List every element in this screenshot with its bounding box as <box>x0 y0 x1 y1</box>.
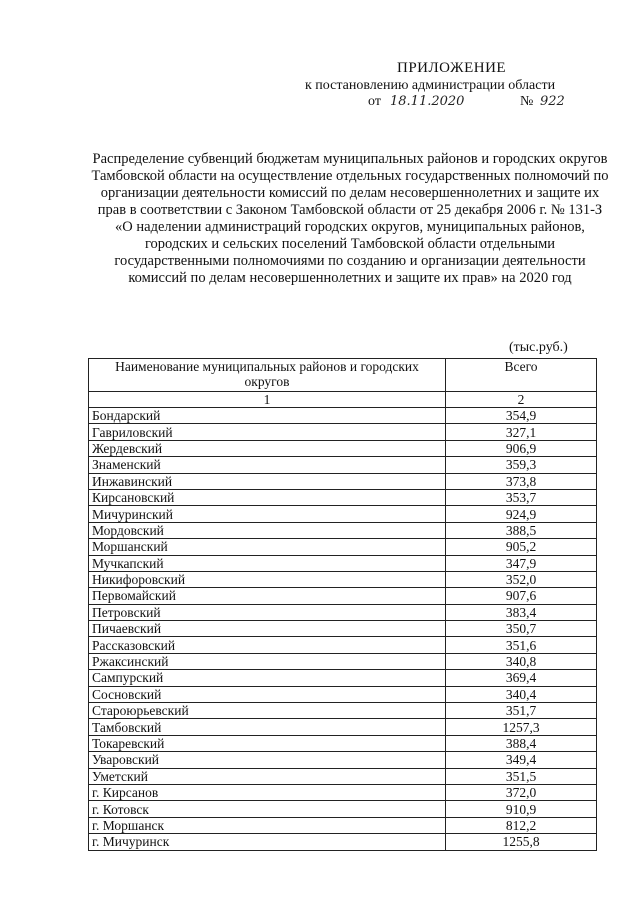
table-row <box>89 604 597 620</box>
total-value-cell: 906,9 <box>446 440 597 456</box>
column-number-2: 2 <box>446 392 597 408</box>
total-value-cell: 388,5 <box>446 522 597 538</box>
district-name-cell: Уваровский <box>89 752 446 768</box>
total-value-cell: 372,0 <box>446 784 597 800</box>
district-name-cell: Петровский <box>89 604 446 620</box>
district-name-cell: Знаменский <box>89 457 446 473</box>
district-name-cell: Моршанский <box>89 539 446 555</box>
total-value-cell: 327,1 <box>446 424 597 440</box>
district-name-cell: Тамбовский <box>89 719 446 735</box>
district-name-cell: г. Моршанск <box>89 817 446 833</box>
total-value-cell: 388,4 <box>446 735 597 751</box>
district-name-cell: Сампурский <box>89 670 446 686</box>
table-row <box>89 703 597 719</box>
total-value-cell: 1255,8 <box>446 834 597 850</box>
district-name-cell: Первомайский <box>89 588 446 604</box>
total-value-cell: 359,3 <box>446 457 597 473</box>
document-intro-text: Распределение субвенций бюджетам муниципальных районов и городских округов Тамбовской области на осуществление отдельных государственных полномочий по организации деятельности комиссий по делам несовершеннолетних и защите их прав в соответствии с Законом Тамбовской области от 25 декабря 2006 г. № 131-З «О наделении администраций городских округов, муниципальных районов, городских и сельских поселений Тамбовской области отдельными государственными полномочиями по созданию и организации деятельности комиссий по делам несовершеннолетних и защите их прав» на 2020 год <box>91 151 609 286</box>
total-value-cell: 352,0 <box>446 571 597 587</box>
table-row <box>89 506 597 522</box>
district-name-cell: г. Кирсанов <box>89 784 446 800</box>
table-row <box>89 473 597 489</box>
district-name-cell: Уметский <box>89 768 446 784</box>
table-row <box>89 801 597 817</box>
total-value-cell: 1257,3 <box>446 719 597 735</box>
total-value-cell: 383,4 <box>446 604 597 620</box>
column-number-row <box>89 392 597 408</box>
table-row <box>89 489 597 505</box>
unit-label: (тыс.руб.) <box>509 340 568 355</box>
district-name-cell: Сосновский <box>89 686 446 702</box>
table-row <box>89 834 597 850</box>
district-name-cell: Гавриловский <box>89 424 446 440</box>
total-value-cell: 340,4 <box>446 686 597 702</box>
table-header-row <box>89 359 597 392</box>
table-row <box>89 735 597 751</box>
number-label: № <box>520 94 534 109</box>
district-name-cell: Кирсановский <box>89 489 446 505</box>
district-name-cell: Токаревский <box>89 735 446 751</box>
district-name-cell: г. Мичуринск <box>89 834 446 850</box>
district-name-cell: г. Котовск <box>89 801 446 817</box>
total-value-cell: 905,2 <box>446 539 597 555</box>
total-value-cell: 347,9 <box>446 555 597 571</box>
table-row <box>89 457 597 473</box>
district-name-cell: Мордовский <box>89 522 446 538</box>
subsidy-table <box>88 358 597 851</box>
table-row <box>89 408 597 424</box>
table-row <box>89 653 597 669</box>
total-value-cell: 910,9 <box>446 801 597 817</box>
table-row <box>89 686 597 702</box>
total-value-cell: 351,5 <box>446 768 597 784</box>
table-row <box>89 588 597 604</box>
table-row <box>89 784 597 800</box>
header-total-column: Всего <box>446 359 597 392</box>
total-value-cell: 354,9 <box>446 408 597 424</box>
total-value-cell: 812,2 <box>446 817 597 833</box>
appendix-subtitle: к постановлению администрации области <box>305 78 556 93</box>
handwritten-date: 18.11.2020 <box>390 94 465 109</box>
district-name-cell: Бондарский <box>89 408 446 424</box>
table-row <box>89 440 597 456</box>
total-value-cell: 351,7 <box>446 703 597 719</box>
district-name-cell: Мучкапский <box>89 555 446 571</box>
total-value-cell: 349,4 <box>446 752 597 768</box>
district-name-cell: Мичуринский <box>89 506 446 522</box>
total-value-cell: 907,6 <box>446 588 597 604</box>
district-name-cell: Никифоровский <box>89 571 446 587</box>
appendix-title: ПРИЛОЖЕНИЕ <box>397 60 507 76</box>
table-row <box>89 670 597 686</box>
total-value-cell: 351,6 <box>446 637 597 653</box>
table-row <box>89 555 597 571</box>
total-value-cell: 350,7 <box>446 621 597 637</box>
total-value-cell: 369,4 <box>446 670 597 686</box>
header-name-column: Наименование муниципальных районов и городских округов <box>89 359 446 392</box>
table-row <box>89 768 597 784</box>
table-row <box>89 637 597 653</box>
total-value-cell: 340,8 <box>446 653 597 669</box>
handwritten-number: 922 <box>540 94 565 109</box>
table-row <box>89 522 597 538</box>
district-name-cell: Рассказовский <box>89 637 446 653</box>
district-name-cell: Староюрьевский <box>89 703 446 719</box>
total-value-cell: 924,9 <box>446 506 597 522</box>
appendix-date-number <box>368 94 588 110</box>
total-value-cell: 373,8 <box>446 473 597 489</box>
date-prefix: от <box>368 94 381 109</box>
total-value-cell: 353,7 <box>446 489 597 505</box>
district-name-cell: Инжавинский <box>89 473 446 489</box>
table-row <box>89 621 597 637</box>
column-number-1: 1 <box>89 392 446 408</box>
table-row <box>89 719 597 735</box>
table-row <box>89 571 597 587</box>
table-row <box>89 424 597 440</box>
table-row <box>89 752 597 768</box>
table-row <box>89 539 597 555</box>
district-name-cell: Жердевский <box>89 440 446 456</box>
district-name-cell: Ржаксинский <box>89 653 446 669</box>
table-body <box>89 408 597 851</box>
table-row <box>89 817 597 833</box>
district-name-cell: Пичаевский <box>89 621 446 637</box>
